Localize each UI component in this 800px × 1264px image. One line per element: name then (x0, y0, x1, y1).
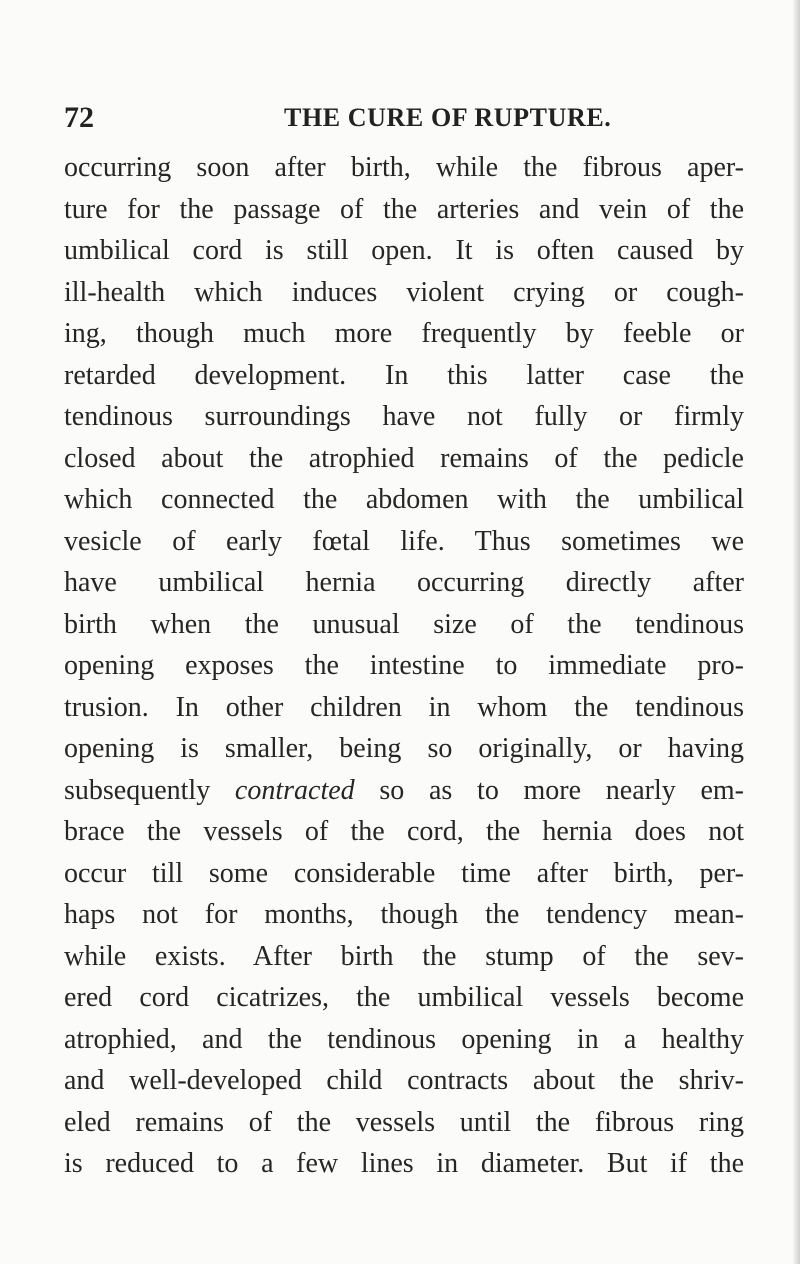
text-line: ture for the passage of the arteries and vein of the (64, 193, 744, 225)
text-line: which connected the abdomen with the umbilical (64, 484, 744, 515)
text-line: atrophied, and the tendinous opening in a healthy (64, 1023, 744, 1055)
text-line: retarded development. In this latter case the (64, 359, 744, 391)
text-line-with-italic (64, 770, 744, 812)
text-line: opening is smaller, being so originally, or having (64, 733, 744, 764)
text-line: occur till some considerable time after birth, per- (64, 857, 744, 889)
text-line: brace the vessels of the cord, the hernia does not (64, 816, 744, 847)
text-line: closed about the atrophied remains of the pedicle (64, 442, 744, 474)
text-line: haps not for months, though the tendency mean- (64, 899, 744, 930)
text-line: occurring soon after birth, while the fibrous aper- (64, 152, 744, 183)
text-line: tendinous surroundings have not fully or firmly (64, 401, 744, 432)
text-line: ill-health which induces violent crying or cough- (64, 276, 744, 308)
text-line: vesicle of early fœtal life. Thus sometimes we (64, 525, 744, 557)
text-segment: so as to more nearly em- (354, 774, 744, 806)
text-segment: subsequently (64, 774, 235, 806)
text-line: opening exposes the intestine to immediate pro- (64, 650, 744, 681)
text-line: while exists. After birth the stump of the sev- (64, 940, 744, 972)
text-line: eled remains of the vessels until the fibrous ring (64, 1106, 744, 1138)
page-edge-shadow (793, 0, 800, 1264)
text-line: umbilical cord is still open. It is often caused by (64, 235, 744, 266)
page-number: 72 (64, 101, 94, 134)
text-line: is reduced to a few lines in diameter. But if the (64, 1148, 744, 1179)
text-line: and well-developed child contracts about the shriv- (64, 1065, 744, 1096)
text-line: trusion. In other children in whom the tendinous (64, 691, 744, 723)
page-header (64, 96, 744, 140)
text-line: birth when the unusual size of the tendinous (64, 608, 744, 640)
text-line: ered cord cicatrizes, the umbilical vessels become (64, 982, 744, 1013)
italic-word: contracted (234, 774, 355, 806)
text-line: have umbilical hernia occurring directly after (64, 567, 744, 598)
text-line: ing, though much more frequently by feeble or (64, 318, 744, 349)
running-title: THE CURE OF RUPTURE. (284, 103, 612, 132)
body-text (64, 147, 744, 1185)
